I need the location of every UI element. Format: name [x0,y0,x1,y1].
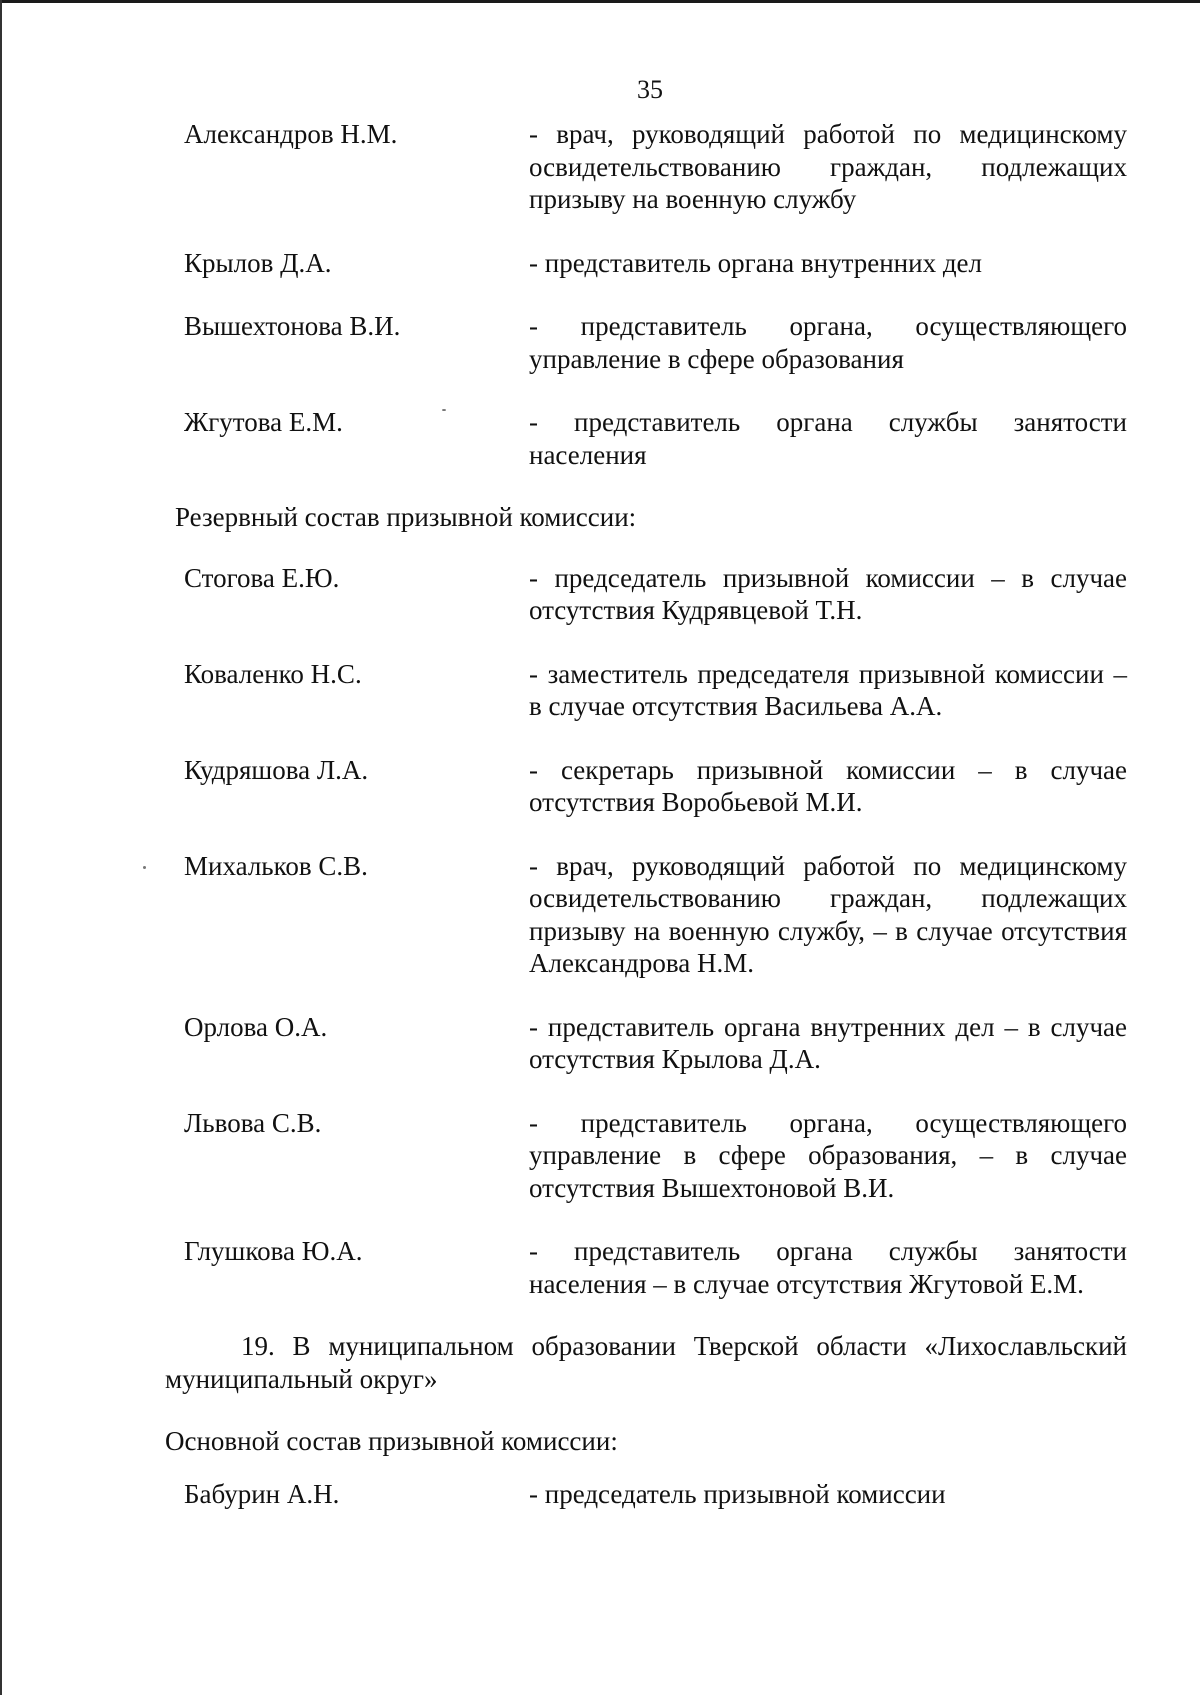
member-name: Глушкова Ю.А. [184,1236,363,1266]
document-body [165,118,1127,1510]
member-role: - представитель органа внутренних дел [529,247,983,278]
scan-border-top [0,0,1200,3]
member-name: Михальков С.В. [184,850,368,881]
member-entry [175,754,1127,819]
member-role: - врач, руководящий работой по медицинскому освидетельствованию граждан, подлежащих призыву на военную службу [529,119,1127,214]
member-role: - врач, руководящий работой по медицинскому освидетельствованию граждан, подлежащих призыву на военную службу, – в случае отсутствия Александрова Н.М. [529,850,1127,978]
member-name: Кудряшова Л.А. [184,754,369,785]
member-role: - представитель органа внутренних дел – в случае отсутствия Крылова Д.А. [529,1011,1127,1074]
member-role: - представитель органа, осуществляющего управление в сфере образования [529,311,1127,374]
member-role: - председатель призывной комиссии [529,1478,946,1509]
main-composition-heading: Основной состав призывной комиссии: [165,1426,618,1456]
member-role: - представитель органа, осуществляющего управление в сфере образования, – в случае отсутствия Вышехтоновой В.И. [529,1107,1127,1203]
member-role: - представитель органа службы занятости населения – в случае отсутствия Жгутовой Е.М. [529,1236,1127,1299]
member-name: Коваленко Н.С. [184,658,362,689]
member-entry [175,1011,1127,1076]
member-name: Бабурин А.Н. [184,1478,340,1509]
member-entry [175,1107,1127,1205]
member-name: Львова С.В. [184,1107,322,1138]
member-entry [175,118,1127,216]
member-name: Вышехтонова В.И. [184,311,401,341]
member-name: Стогова Е.Ю. [184,562,340,593]
member-entry [175,1235,1127,1300]
member-entry [175,1478,1127,1511]
member-name: Крылов Д.А. [184,247,332,278]
section-19-paragraph: 19. В муниципальном образовании Тверской области «Лихославльский муниципальный округ» [165,1331,1127,1394]
member-name: Жгутова Е.М. [184,407,343,437]
scan-speck [143,866,146,869]
member-entry [175,562,1127,627]
scan-border-left [0,0,2,1695]
reserve-composition-heading: Резервный состав призывной комиссии: [175,502,637,532]
member-role: - заместитель председателя призывной комиссии – в случае отсутствия Васильева А.А. [529,658,1127,721]
member-name: Орлова О.А. [184,1011,328,1042]
member-entry [175,406,1127,471]
member-entry [175,658,1127,723]
member-entry [175,247,1127,280]
member-role: - председатель призывной комиссии – в случае отсутствия Кудрявцевой Т.Н. [529,562,1127,625]
member-name: Александров Н.М. [184,119,398,149]
member-role: - секретарь призывной комиссии – в случае отсутствия Воробьевой М.И. [529,754,1127,817]
page-number: 35 [637,75,663,104]
member-role: - представитель органа службы занятости населения [529,407,1127,470]
member-entry [175,310,1127,375]
member-entry [175,850,1127,980]
